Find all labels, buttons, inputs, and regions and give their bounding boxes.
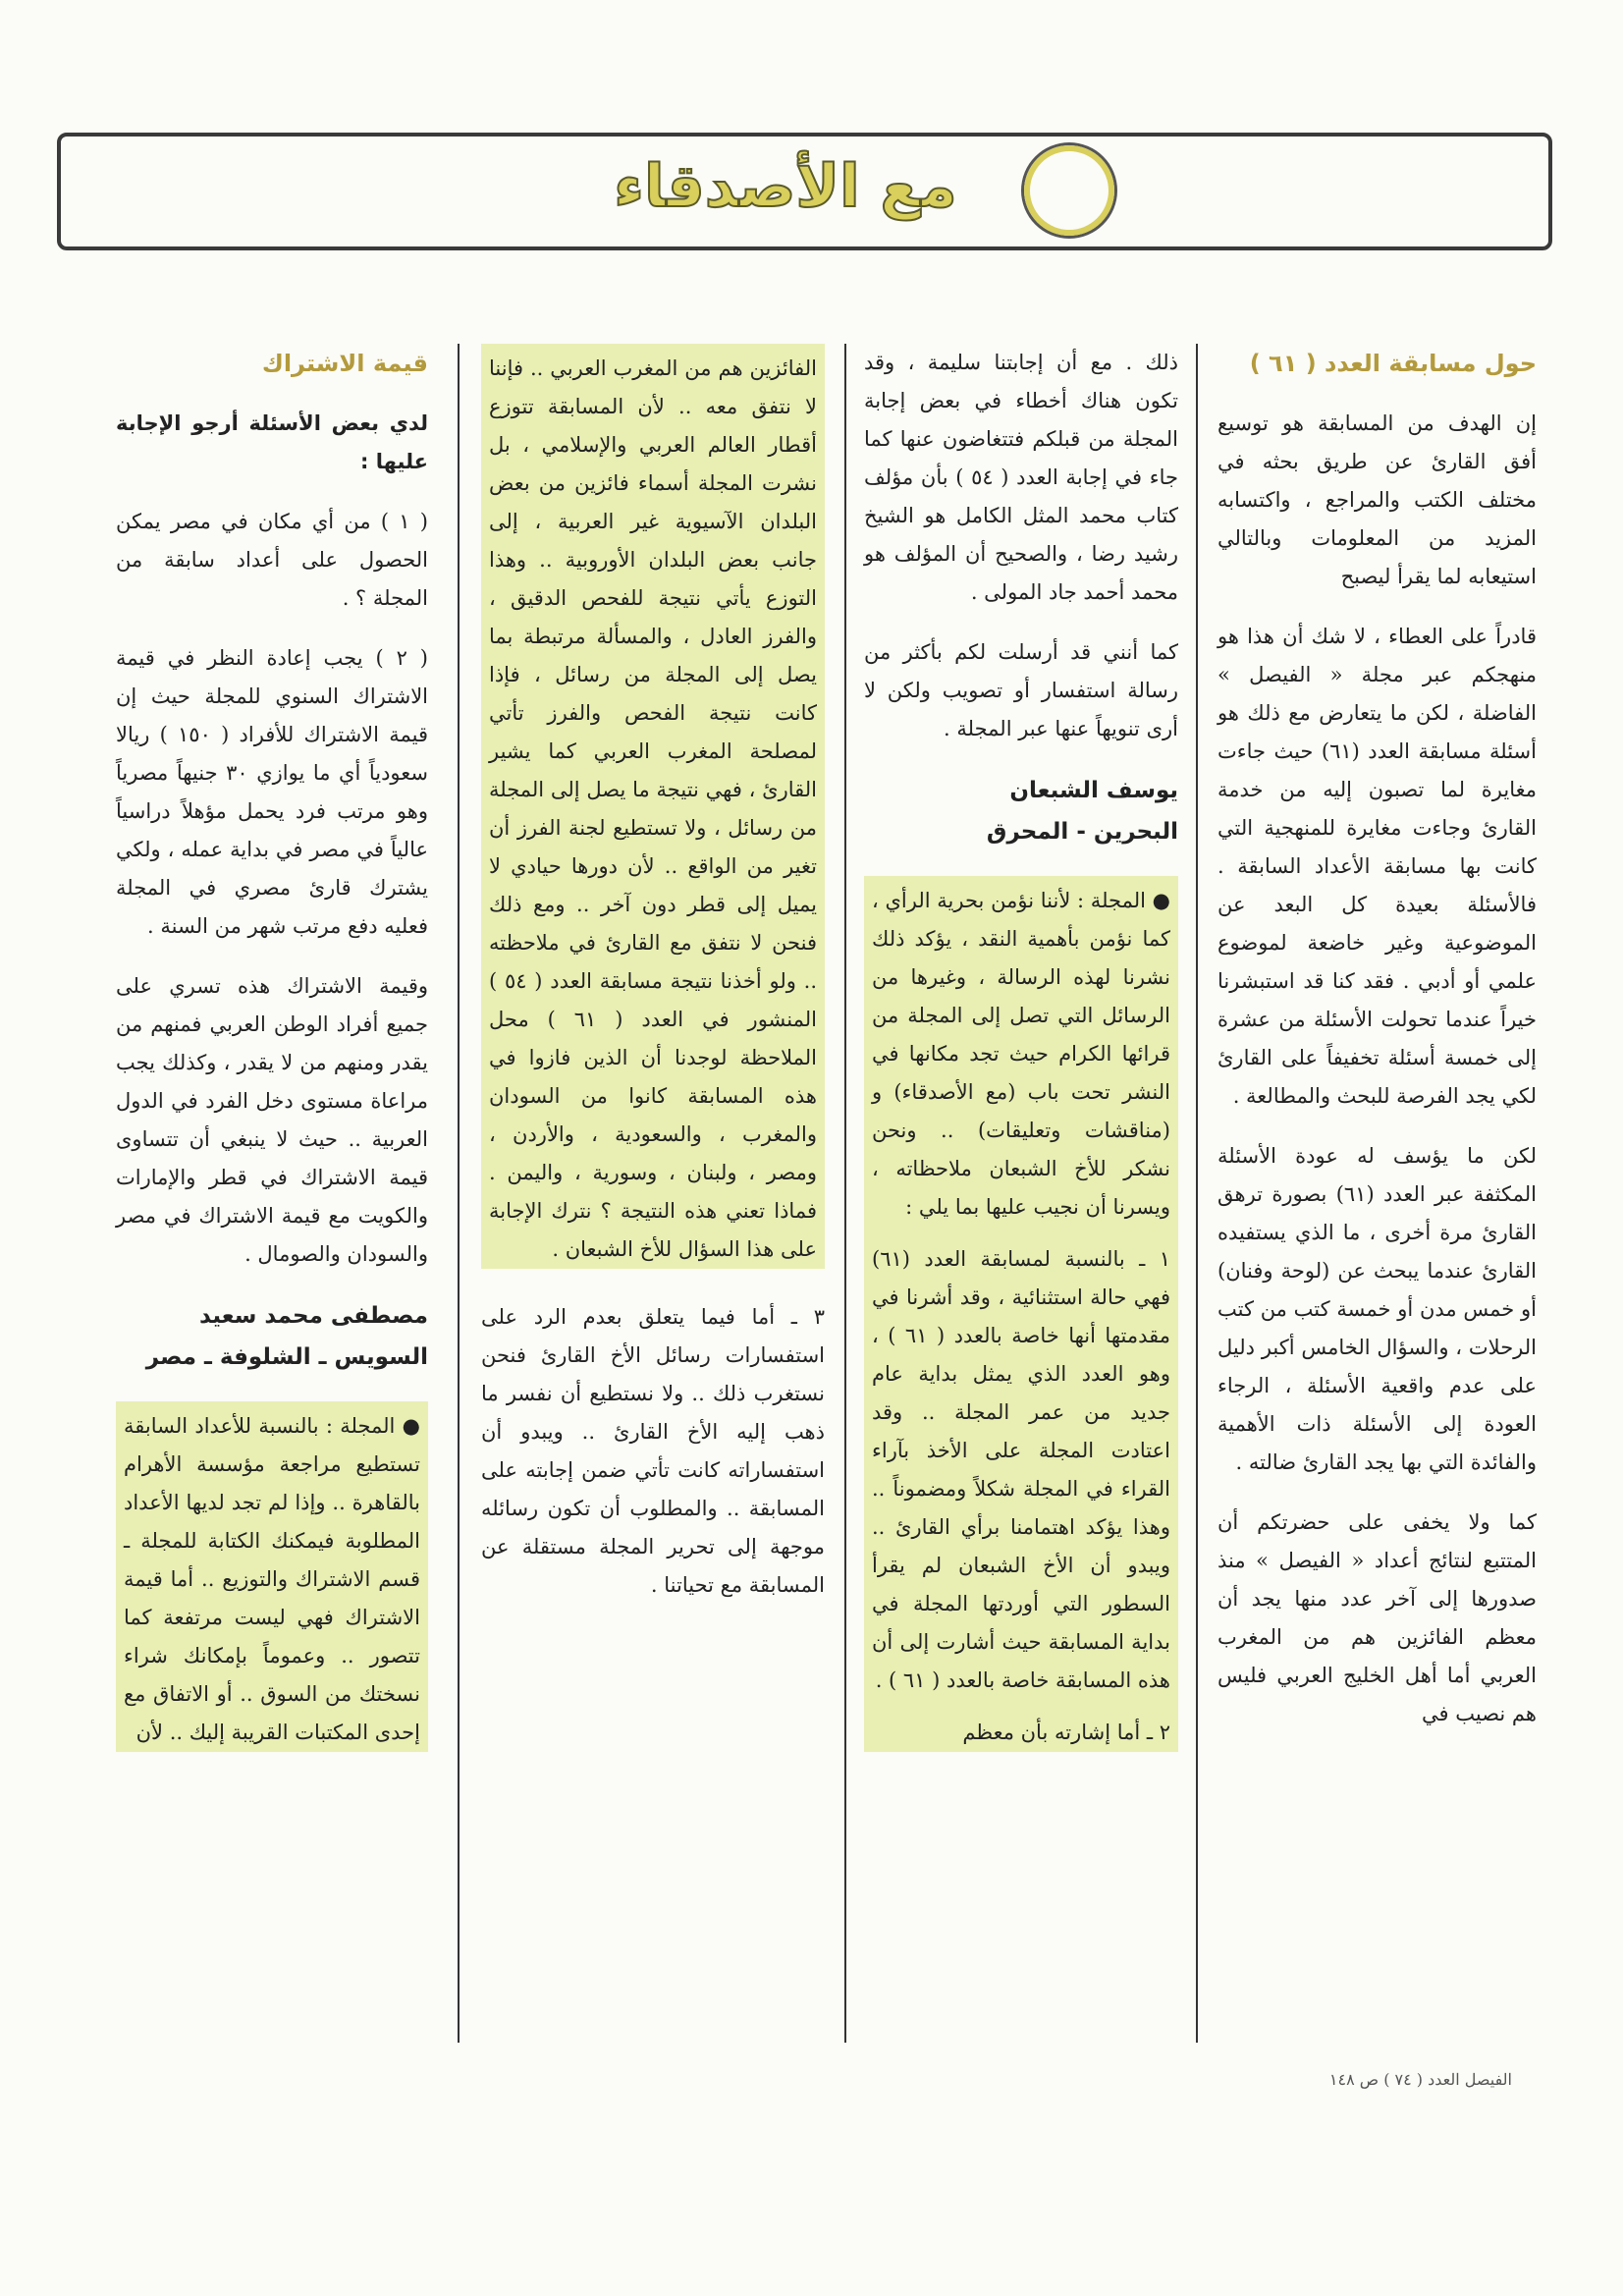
editor-reply-paragraph: ● المجلة : لأننا نؤمن بحرية الرأي ، كما نؤمن بأهمية النقد ، يؤكد ذلك نشرنا لهذه الرسالة ، وغيرها من الرسائل التي تصل إلى المجلة من قرائها الكرام حيث تجد مكانها في النشر تحت باب (مع الأصدقاء) و (مناقشات وتعليقات) .. ونحن نشكر للأخ الشبعان ملاحظاته ، ويسرنا أن نجيب عليها بما يلي : xyxy=(872,889,1170,1219)
column-4-heading: قيمة الاشتراك xyxy=(261,350,428,377)
section-title: مع الأصدقاء xyxy=(614,152,957,221)
column-4-paragraph: ( ٢ ) يجب إعادة النظر في قيمة الاشتراك السنوي للمجلة حيث إن قيمة الاشتراك للأفراد ( ١٥٠ ) ريالا سعودياً أي ما يوازي ٣٠ جنيهاً مصرياً وهو مرتب فرد يحمل مؤهلاً دراسياً عالياً في مصر في بداية عمله ، ولكي يشترك قارئ مصري في المجلة فعليه دفع مرتب شهر من السنة . xyxy=(116,646,428,938)
column-1-paragraph: كما ولا يخفى على حضرتكم أن المتتبع لنتائج أعداد « الفيصل » منذ صدورها إلى آخر عدد منها يجد أن معظم الفائزين هم من المغرب العربي أما أهل الخليج العربي فليس هم نصيب في xyxy=(1217,1510,1537,1725)
editor-reply-paragraph: ١ ـ بالنسبة لمسابقة العدد (٦١) فهي حالة استثنائية ، وقد أشرنا في مقدمتها أنها خاصة بالعدد ( ٦١ ) ، وهو العدد الذي يمثل بداية عام جديد من عمر المجلة .. وقد اعتادت المجلة على الأخذ بآراء القراء في المجلة شكلاً ومضموناً .. وهذا يؤكد اهتمامنا برأي القارئ .. ويبدو أن الأخ الشبعان لم يقرأ السطور التي أوردتها المجلة في بداية المسابقة حيث أشارت إلى أن هذه المسابقة خاصة بالعدد ( ٦١ ) . xyxy=(872,1247,1170,1692)
column-1 xyxy=(1217,344,1537,1755)
column-2 xyxy=(864,344,1178,1766)
editor-reply-box xyxy=(864,876,1178,1752)
column-4 xyxy=(116,344,428,1766)
letter-signature-place: السويس ـ الشلوفة ـ مصر xyxy=(145,1344,428,1370)
column-1-heading: حول مسابقة العدد ( ٦١ ) xyxy=(1249,350,1537,377)
editor-reply-box xyxy=(116,1401,428,1752)
letter-signature-name: مصطفى محمد سعيد xyxy=(199,1303,428,1329)
column-4-paragraph: ( ١ ) من أي مكان في مصر يمكن الحصول على أعداد سابقة من المجلة ؟ . xyxy=(116,510,429,610)
page-footer: الفيصل العدد ( ٧٤ ) ص ١٤٨ xyxy=(1328,2070,1512,2089)
column-1-paragraph: لكن ما يؤسف له عودة الأسئلة المكثفة عبر العدد (٦١) بصورة ترهق القارئ مرة أخرى ، ما الذي يستفيده القارئ عندما يبحث عن (لوحة وفنان) أو خمس مدن أو خمسة كتب من كتب الرحلات ، والسؤال الخامس أكبر دليل على عدم واقعية الأسئلة ، الرجاء العودة إلى الأسئلة ذات الأهمية والفائدة التي بها يجد القارئ ضالته . xyxy=(1217,1144,1537,1474)
column-3-paragraph: ٣ ـ أما فيما يتعلق بعدم الرد على استفسارات رسائل الأخ القارئ فنحن نستغرب ذلك .. ولا نستطيع أن نفسر ما ذهب إليه الأخ القارئ .. ويبدو أن استفساراته كانت تأتي ضمن إجابته على المسابقة .. والمطلوب أن تكون رسائله موجهة إلى تحرير المجلة مستقلة عن المسابقة مع تحياتنا . xyxy=(481,1305,825,1597)
column-divider xyxy=(844,344,846,2043)
letter-signature-place: البحرين - المحرق xyxy=(986,819,1178,845)
column-2-paragraph: كما أنني قد أرسلت لكم بأكثر من رسالة استفسار أو تصويب ولكن لا أرى تنويهاً عنها عبر المجلة . xyxy=(864,640,1178,740)
letter-signature-name: يوسف الشبعان xyxy=(1009,778,1178,803)
column-divider xyxy=(1196,344,1198,2043)
editor-reply-paragraph: ٢ ـ أما إشارته بأن معظم xyxy=(962,1721,1170,1744)
column-4-intro: لدي بعض الأسئلة أرجو الإجابة عليها : xyxy=(116,411,428,473)
editor-reply-box xyxy=(481,344,825,1269)
editor-reply-paragraph: ● المجلة : بالنسبة للأعداد السابقة تستطيع مراجعة مؤسسة الأهرام بالقاهرة .. وإذا لم تجد لديها الأعداد المطلوبة فيمكنك الكتابة للمجلة ـ قسم الاشتراك والتوزيع .. أما قيمة الاشتراك فهي ليست مرتفعة كما تتصور .. وعموماً بإمكانك شراء نسختك من السوق .. أو الاتفاق مع إحدى المكتبات القريبة إليك .. لأن xyxy=(124,1414,420,1744)
column-1-paragraph: قادراً على العطاء ، لا شك أن هذا هو منهجكم عبر مجلة « الفيصل » الفاضلة ، لكن ما يتعارض مع ذلك هو أسئلة مسابقة العدد (٦١) حيث جاءت مغايرة لما تصبون إليه من خدمة القارئ وجاءت مغايرة للمنهجية التي كانت بها مسابقة الأعداد السابقة . فالأسئلة بعيدة كل البعد عن الموضوعية وغير خاضعة لموضوع علمي أو أدبي . فقد كنا قد استبشرنا خيراً عندما تحولت الأسئلة من عشرة إلى خمسة أسئلة تخفيفاً على القارئ لكي يجد الفرصة للبحث والمطالعة . xyxy=(1217,625,1537,1108)
column-divider xyxy=(458,344,460,2043)
column-4-paragraph: وقيمة الاشتراك هذه تسري على جميع أفراد الوطن العربي فمنهم من يقدر ومنهم من لا يقدر ، وكذلك يجب مراعاة مستوى دخل الفرد في الدول العربية .. حيث لا ينبغي أن تتساوى قيمة الاشتراك في قطر والإمارات والكويت مع قيمة الاشتراك في مصر والسودان والصومال . xyxy=(116,974,428,1266)
column-2-paragraph: ذلك . مع أن إجابتنا سليمة ، وقد تكون هناك أخطاء في بعض إجابة المجلة من قبلكم فتتغاضون عنها كما جاء في إجابة العدد ( ٥٤ ) بأن مؤلف كتاب محمد المثل الكامل هو الشيخ رشيد رضا ، والصحيح أن المؤلف هو محمد أحمد جاد المولى . xyxy=(864,351,1178,604)
editor-reply-paragraph: الفائزين هم من المغرب العربي .. فإننا لا نتفق معه .. لأن المسابقة تتوزع أقطار العالم العربي والإسلامي ، بل نشرت المجلة أسماء فائزين من بعض البلدان الآسيوية غير العربية ، إلى جانب بعض البلدان الأوروبية .. وهذا التوزع يأتي نتيجة للفحص الدقيق ، والفرز العادل ، والمسألة مرتبطة بما يصل إلى المجلة من رسائل ، فإذا كانت نتيجة الفحص والفرز تأتي لمصلحة المغرب العربي كما يشير القارئ ، فهي نتيجة ما يصل إلى المجلة من رسائل ، ولا تستطيع لجنة الفرز أن تغير من الواقع .. لأن دورها حيادي لا يميل إلى قطر دون آخر .. ومع ذلك فنحن لا نتفق مع القارئ في ملاحظته .. ولو أخذنا نتيجة مسابقة العدد ( ٥٤ ) المنشور في العدد ( ٦١ ) محل الملاحظة لوجدنا أن الذين فازوا في هذه المسابقة كانوا من السودان والمغرب ، والسعودية ، والأردن ، ومصر ، ولبنان ، وسورية ، واليمن . فماذا تعني هذه النتيجة ؟ نترك الإجابة على هذا السؤال للأخ الشبعان . xyxy=(489,356,818,1261)
header-ornament-icon xyxy=(1024,145,1114,236)
column-3 xyxy=(481,344,825,1626)
column-1-paragraph: إن الهدف من المسابقة هو توسيع أفق القارئ عن طريق بحثه في مختلف الكتب والمراجع ، واكتسابه المزيد من المعلومات وبالتالي استيعابه لما يقرأ ليصبح xyxy=(1217,411,1537,588)
